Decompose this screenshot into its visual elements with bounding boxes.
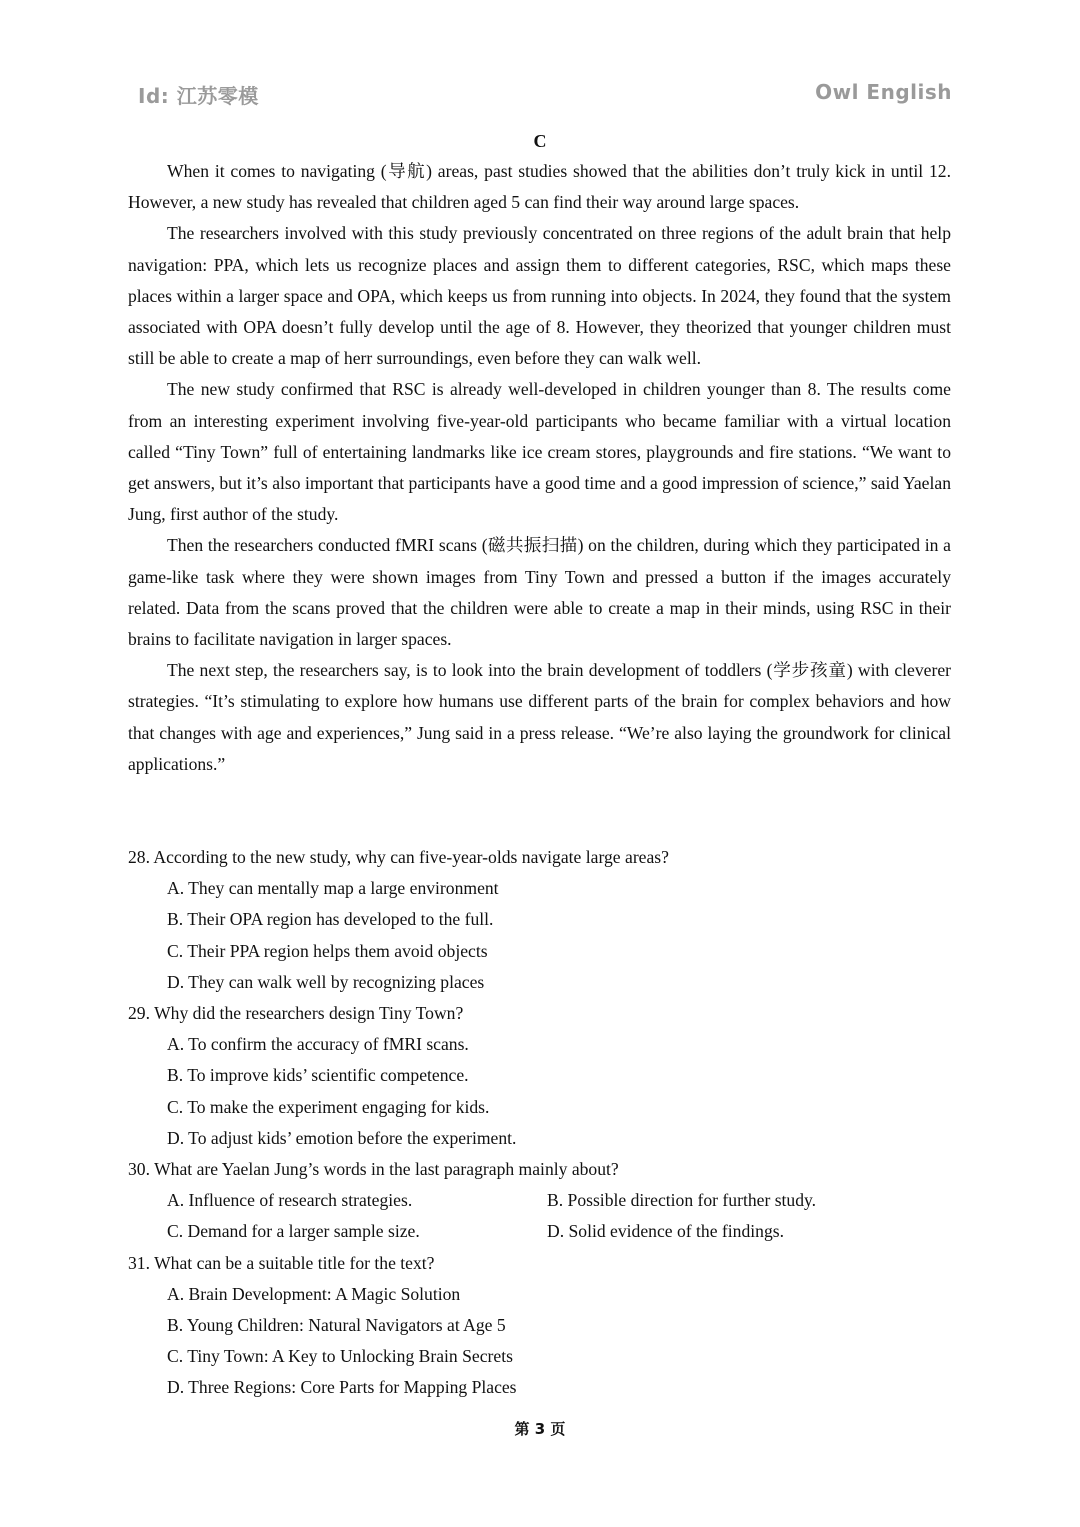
answer-option: D. Solid evidence of the findings.	[547, 1221, 784, 1242]
question-28	[128, 842, 951, 998]
question-30	[128, 1154, 951, 1248]
question-31	[128, 1248, 951, 1404]
reading-passage	[128, 156, 951, 780]
answer-option: C. Demand for a larger sample size.	[167, 1221, 420, 1242]
question-stem: 31. What can be a suitable title for the text?	[128, 1252, 435, 1273]
passage-paragraph: The next step, the researchers say, is to look into the brain development of toddlers (学步孩童) with cleverer strategies. “It’s stimulating to explore how humans use different parts of the brain for complex behaviors and how that changes with age and experiences,” Jung said in a press release. “We’re also laying the groundwork for clinical applications.”	[128, 660, 951, 774]
answer-option: A. They can mentally map a large environment	[167, 878, 499, 899]
answer-option: B. Possible direction for further study.	[547, 1190, 817, 1211]
answer-option-row	[128, 1185, 951, 1216]
question-list	[128, 842, 951, 1404]
question-29	[128, 998, 951, 1154]
answer-option: C. Their PPA region helps them avoid objects	[167, 940, 488, 961]
answer-option: A. To confirm the accuracy of fMRI scans.	[167, 1034, 469, 1055]
answer-option: B. Young Children: Natural Navigators at Age 5	[167, 1315, 506, 1336]
answer-option: C. Tiny Town: A Key to Unlocking Brain Secrets	[167, 1346, 513, 1367]
question-stem: 30. What are Yaelan Jung’s words in the last paragraph mainly about?	[128, 1159, 619, 1180]
passage-paragraph: The researchers involved with this study previously concentrated on three regions of the adult brain that help navigation: PPA, which lets us recognize places and assign them to different categories, RSC, which maps these places within a larger space and OPA, which keeps us from running into objects. In 2024, they found that the system associated with OPA doesn’t fully develop until the age of 8. However, they theorized that younger children must still be able to create a map of herr surroundings, even before they can walk well.	[128, 223, 951, 369]
watermark-left: Id: 江苏零模	[138, 84, 259, 108]
watermark-right: Owl English	[815, 80, 952, 104]
answer-option: C. To make the experiment engaging for kids.	[167, 1096, 490, 1117]
question-stem: 29. Why did the researchers design Tiny Town?	[128, 1003, 464, 1024]
passage-paragraph: The new study confirmed that RSC is already well-developed in children younger than 8. The results come from an interesting experiment involving five-year-old participants who became familiar with a virtual location called “Tiny Town” full of entertaining landmarks like ice cream stores, playgrounds and fire stations. “We want to get answers, but it’s also important that participants have a good time and a good impression of science,” said Yaelan Jung, first author of the study.	[128, 379, 951, 525]
answer-option: B. To improve kids’ scientific competence.	[167, 1065, 469, 1086]
answer-option: D. They can walk well by recognizing places	[167, 971, 485, 992]
answer-option: B. Their OPA region has developed to the full.	[167, 909, 494, 930]
question-stem: 28. According to the new study, why can five-year-olds navigate large areas?	[128, 847, 669, 867]
answer-option: A. Brain Development: A Magic Solution	[167, 1283, 461, 1304]
passage-paragraph: Then the researchers conducted fMRI scans (磁共振扫描) on the children, during which they participated in a game-like task where they were shown images from Tiny Town and pressed a button if the images accurately related. Data from the scans proved that the children were able to create a map in their minds, using RSC in their brains to facilitate navigation in larger spaces.	[128, 535, 951, 650]
answer-option-row	[128, 1216, 951, 1247]
answer-option: D. To adjust kids’ emotion before the experiment.	[167, 1127, 517, 1148]
passage-paragraph: When it comes to navigating (导航) areas, past studies showed that the abilities don’t truly kick in until 12. However, a new study has revealed that children aged 5 can find their way around large spaces.	[128, 161, 951, 213]
answer-option: A. Influence of research strategies.	[167, 1190, 413, 1211]
section-heading: C	[533, 131, 547, 151]
answer-option: D. Three Regions: Core Parts for Mapping Places	[167, 1377, 517, 1398]
page-number: 第 3 页	[514, 1420, 566, 1438]
